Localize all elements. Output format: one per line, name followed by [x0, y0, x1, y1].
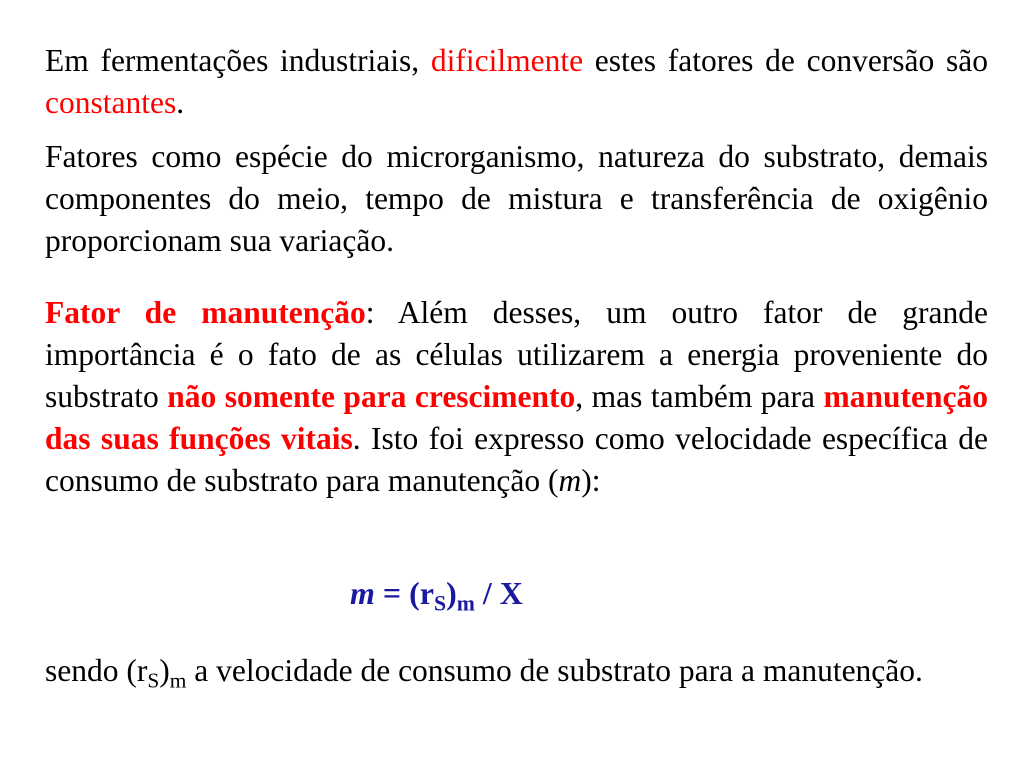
- p4-text-1: sendo (r: [45, 653, 148, 688]
- formula-eq: = (r: [374, 575, 434, 611]
- p3-text-1: : Além desses, um outro fator de grande importância é o fato de as células utilizarem a energia proveniente do substrato: [45, 295, 988, 414]
- p4-close: ): [159, 653, 170, 688]
- maintenance-formula: [350, 572, 523, 614]
- formula-sub-m: m: [456, 591, 475, 616]
- p4-sub-m: m: [169, 668, 187, 693]
- highlight-manutencao-funcoes: manutenção das suas funções vitais: [45, 379, 988, 456]
- paragraph-variation-factors: [45, 136, 988, 262]
- highlight-nao-somente: não somente para crescimento: [167, 379, 576, 414]
- p3-text-2: , mas também para: [575, 379, 824, 414]
- p1-text-1: Em fermentações industriais,: [45, 43, 431, 78]
- paragraph-definition: [45, 650, 988, 692]
- paragraph-maintenance-factor: [45, 292, 988, 502]
- symbol-m: m: [558, 463, 582, 498]
- p1-text-2: estes fatores de conversão são: [583, 43, 988, 78]
- paragraph-conversion-factors: [45, 40, 988, 124]
- p3-text-4: ):: [581, 463, 601, 498]
- formula-close: ): [446, 575, 457, 611]
- p2-text: Fatores como espécie do microrganismo, natureza do substrato, demais componentes do meio, tempo de mistura e transferência de oxigênio proporcionam sua variação.: [45, 139, 988, 258]
- formula-rhs: / X: [474, 575, 523, 611]
- p1-text-3: .: [176, 85, 185, 120]
- p4-text-2: a velocidade de consumo de substrato para a manutenção.: [186, 653, 923, 688]
- p4-sub-s: S: [147, 668, 160, 693]
- formula-sub-s: S: [433, 591, 447, 616]
- p3-text-3: . Isto foi expresso como velocidade específica de consumo de substrato para manutenção (: [45, 421, 988, 498]
- highlight-dificilmente: dificilmente: [430, 43, 584, 78]
- formula-lhs: m: [350, 575, 375, 611]
- highlight-constantes: constantes: [45, 85, 177, 120]
- term-fator-de-manutencao: Fator de manutenção: [45, 295, 366, 330]
